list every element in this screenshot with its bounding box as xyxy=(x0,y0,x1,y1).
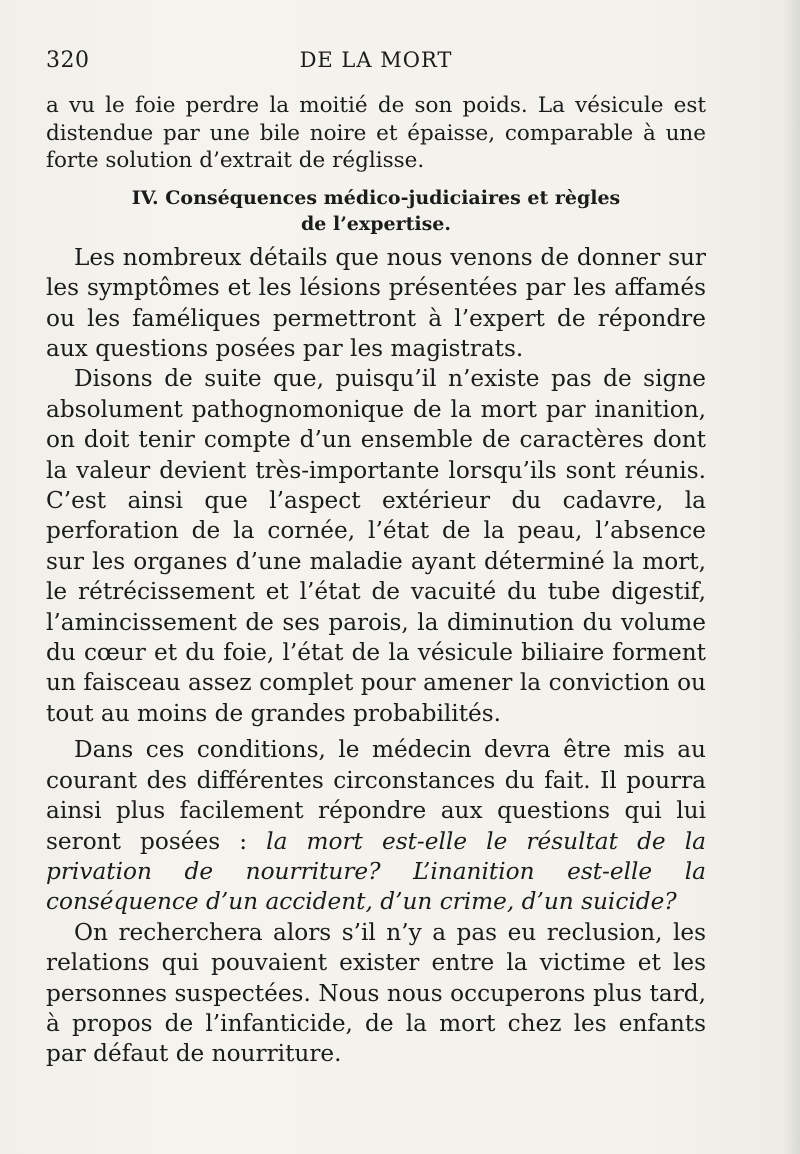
paragraph-conditions xyxy=(46,735,706,917)
section-heading-line-1: IV. Conséquences médico-judiciaires et règles xyxy=(131,186,621,209)
paragraph-reclusion: On recherchera alors s’il n’y a pas eu reclusion, les relations qui pouvaient exister entre la victime et les personnes suspectées. Nous nous occuperons plus tard, à propos de l’infanticide, de la mort chez les enfants par défaut de nourriture. xyxy=(46,918,706,1068)
paragraph-continuation: a vu le foie perdre la moitié de son poids. La vésicule est distendue par une bile noire et épaisse, comparable à une forte solution d’extrait de réglisse. xyxy=(46,93,706,174)
page-header xyxy=(46,48,706,78)
page-edge-shadow xyxy=(782,0,800,1154)
paragraph-details: Les nombreux détails que nous venons de donner sur les symptômes et les lésions présentées par les affamés ou les faméliques permettront à l’expert de répondre aux questions posées par les magistrats. xyxy=(46,243,706,362)
paragraph-conditions-questions: la mort est-elle le résultat de la privation de nourriture? L’inanition est-elle la conséquence d’un accident, d’un crime, d’un suicide? xyxy=(46,827,707,916)
running-head: DE LA MORT xyxy=(299,48,453,72)
page-body xyxy=(46,92,706,1070)
section-heading xyxy=(46,185,706,237)
paragraph-conditions-text: Dans ces conditions, le médecin devra être mis au courant des différentes circonstances du fait. Il pourra ainsi plus facilement répondre aux questions qui lui seront posées : xyxy=(46,736,706,855)
section-heading-line-2: de l’expertise. xyxy=(300,212,451,235)
page-number: 320 xyxy=(46,48,90,73)
paragraph-signs: Disons de suite que, puisqu’il n’existe pas de signe absolument pathognomonique de la mort par inanition, on doit tenir compte d’un ensemble de caractères dont la valeur devient très-importante lorsqu’ils sont réunis. C’est ainsi que l’aspect extérieur du cadavre, la perforation de la cornée, l’état de la peau, l’absence sur les organes d’une maladie ayant déterminé la mort, le rétrécissement et l’état de vacuité du tube digestif, l’amincissement de ses parois, la diminution du volume du cœur et du foie, l’état de la vésicule biliaire forment un faisceau assez complet pour amener la conviction ou tout au moins de grandes probabilités. xyxy=(46,365,706,727)
